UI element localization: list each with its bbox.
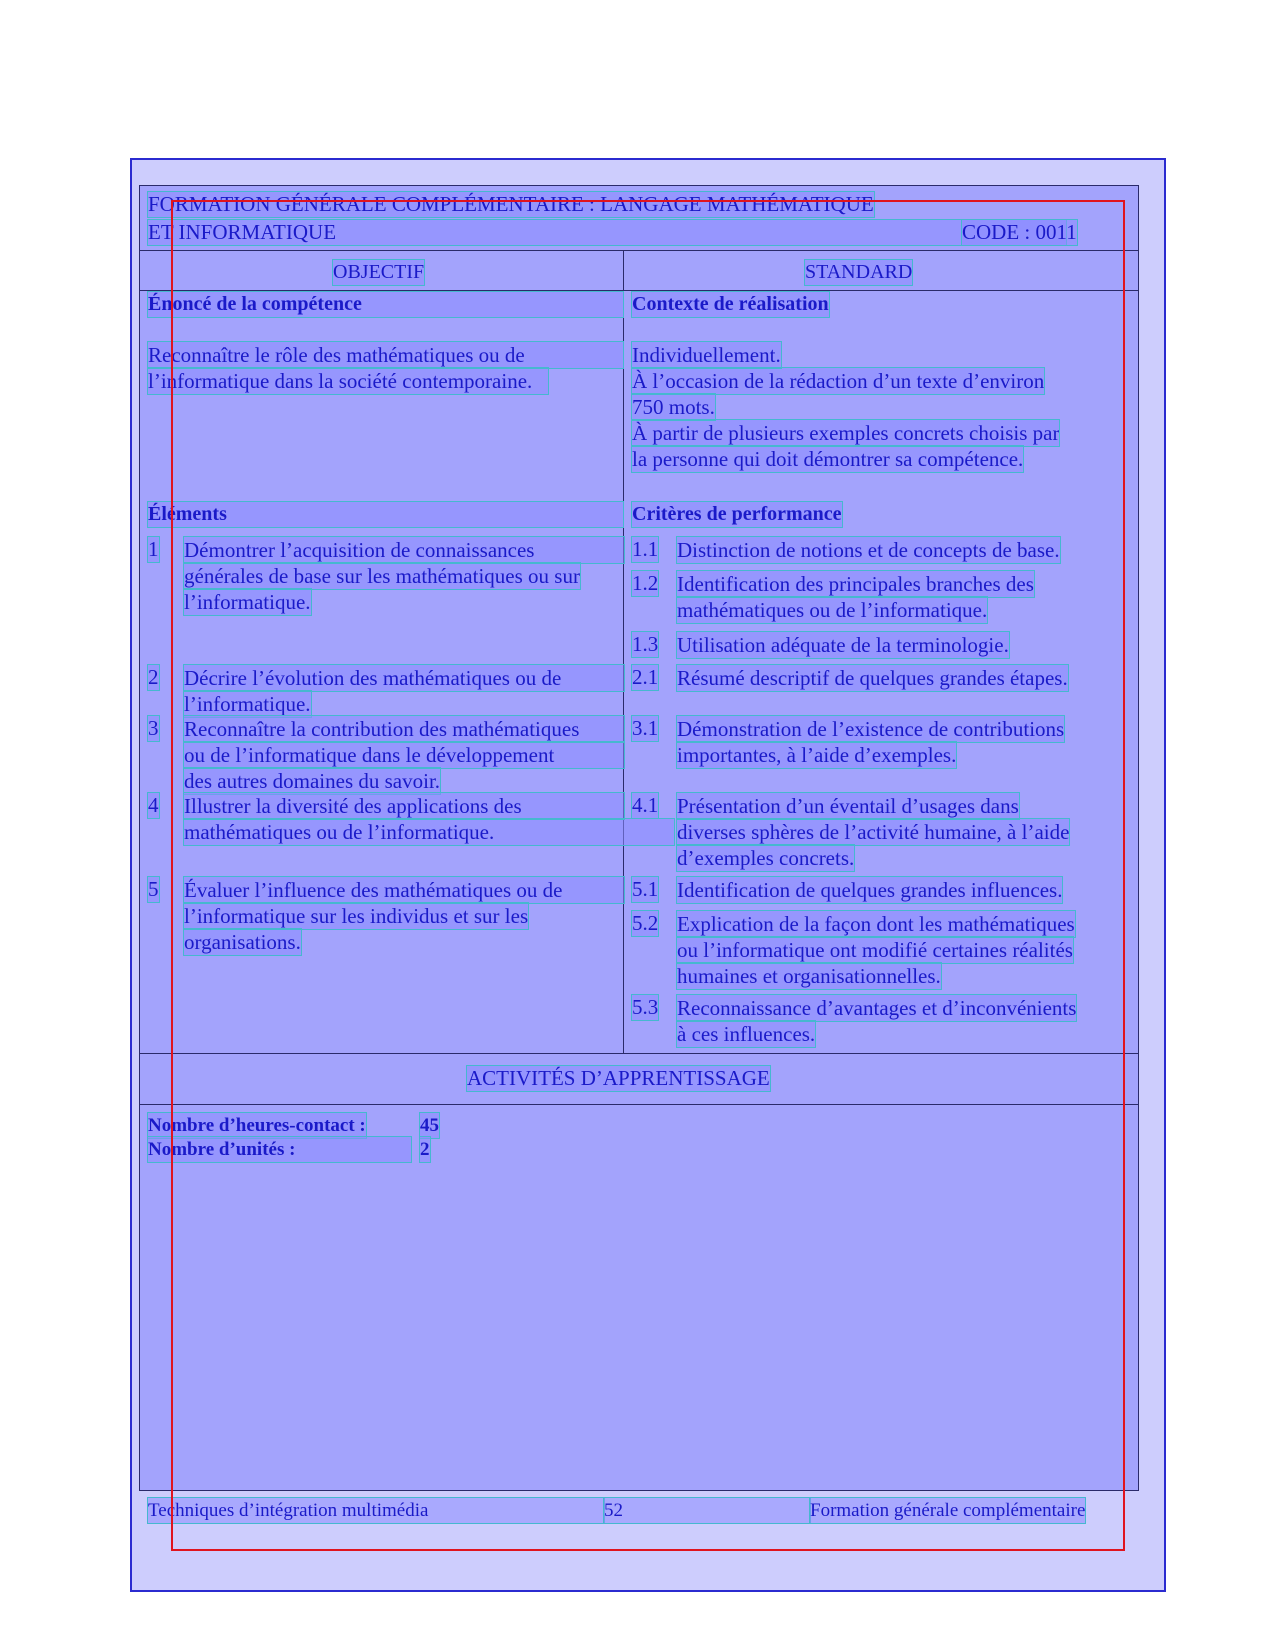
element-number: 5: [148, 877, 159, 901]
footer-program: Techniques d’intégration multimédia: [148, 1498, 604, 1523]
element-item: [184, 537, 624, 615]
critere-number: 1.3: [632, 632, 659, 656]
activities-divider: [139, 1104, 1139, 1105]
contexte-line: À partir de plusieurs exemples concrets choisis par: [632, 421, 1060, 445]
form-title-line2: ET INFORMATIQUE: [148, 220, 1066, 245]
element-line: l’informatique sur les individus et sur les: [184, 904, 529, 928]
critere-line: à ces influences.: [677, 1022, 816, 1046]
critere-item: [677, 995, 1076, 1047]
element-item: [184, 877, 624, 955]
critere-line: Utilisation adéquate de la terminologie.: [677, 633, 1009, 657]
critere-number: 1.2: [632, 571, 659, 595]
critere-number: 2.1: [632, 665, 659, 689]
element-line: mathématiques ou de l’informatique.: [184, 819, 674, 845]
footer-page-number: 52: [604, 1498, 810, 1523]
critere-line: diverses sphères de l’activité humaine, à l’aide: [677, 820, 1070, 844]
body-divider: [139, 1053, 1139, 1054]
contexte-text: [632, 342, 1059, 472]
element-item: [184, 665, 624, 717]
hours-value: 45: [420, 1115, 439, 1136]
critere-line: Explication de la façon dont les mathématiques: [677, 912, 1075, 936]
element-line: l’informatique.: [184, 692, 311, 716]
elements-heading: Éléments: [148, 502, 623, 527]
columns-divider: [139, 290, 1139, 291]
critere-number: 5.1: [632, 877, 659, 901]
contexte-line: 750 mots.: [632, 395, 715, 419]
element-number: 1: [148, 537, 159, 561]
footer-section: Formation générale complémentaire: [810, 1500, 1086, 1521]
element-number: 4: [148, 793, 159, 817]
element-number: 2: [148, 665, 159, 689]
critere-number: 4.1: [632, 793, 659, 817]
critere-line: Démonstration de l’existence de contributions: [677, 717, 1065, 741]
critere-line: ou l’informatique ont modifié certaines réalités: [677, 938, 1073, 962]
competence-line: l’informatique dans la société contemporaine.: [148, 368, 548, 394]
element-number: 3: [148, 716, 159, 740]
critere-item: [677, 911, 1075, 989]
contexte-line: À l’occasion de la rédaction d’un texte d’environ: [632, 369, 1045, 393]
critere-number: 5.2: [632, 911, 659, 935]
element-line: générales de base sur les mathématiques ou sur: [184, 564, 580, 588]
element-line: ou de l’informatique dans le développement: [184, 742, 624, 768]
contexte-heading: Contexte de réalisation: [632, 293, 829, 315]
critere-line: Résumé descriptif de quelques grandes étapes.: [677, 666, 1068, 690]
critere-item: [677, 716, 1064, 768]
critere-item: [677, 793, 1069, 871]
critere-line: humaines et organisationnelles.: [677, 964, 941, 988]
element-line: Décrire l’évolution des mathématiques ou de: [184, 665, 624, 691]
critere-line: Reconnaissance d’avantages et d’inconvénients: [677, 996, 1077, 1020]
hours-label: Nombre d’heures-contact :: [148, 1115, 366, 1136]
critere-item: [677, 665, 1068, 691]
column-header-standard: STANDARD: [805, 261, 913, 283]
element-line: Illustrer la diversité des applications des: [184, 793, 624, 819]
units-label: Nombre d’unités :: [148, 1137, 411, 1162]
units-value: 2: [420, 1139, 430, 1160]
criteres-heading: Critères de performance: [632, 503, 842, 525]
element-line: Démontrer l’acquisition de connaissances: [184, 537, 624, 563]
critere-item: [677, 877, 1062, 903]
element-line: des autres domaines du savoir.: [184, 769, 441, 793]
element-item: [184, 716, 624, 794]
critere-number: 1.1: [632, 537, 659, 561]
element-item: [184, 793, 674, 845]
element-line: organisations.: [184, 930, 301, 954]
activities-heading: ACTIVITÉS D’APPRENTISSAGE: [467, 1066, 770, 1090]
critere-line: importantes, à l’aide d’exemples.: [677, 743, 957, 767]
critere-line: Présentation d’un éventail d’usages dans: [677, 794, 1019, 818]
competence-statement: [148, 342, 623, 394]
critere-number: 3.1: [632, 716, 659, 740]
critere-line: mathématiques ou de l’informatique.: [677, 598, 988, 622]
element-line: Reconnaître la contribution des mathématiques: [184, 716, 624, 742]
form-code: CODE : 0011: [962, 220, 1077, 244]
critere-line: Distinction de notions et de concepts de base.: [677, 538, 1060, 562]
form-title-line1: FORMATION GÉNÉRALE COMPLÉMENTAIRE : LANGAGE MATHÉMATIQUE: [148, 192, 874, 216]
contexte-line: la personne qui doit démontrer sa compétence.: [632, 447, 1024, 471]
element-line: Évaluer l’influence des mathématiques ou de: [184, 877, 624, 903]
column-header-objectif: OBJECTIF: [333, 261, 425, 283]
critere-line: Identification des principales branches des: [677, 572, 1034, 596]
competence-heading: Énoncé de la compétence: [148, 292, 623, 317]
contexte-line: Individuellement.: [632, 343, 781, 367]
header-divider: [139, 250, 1139, 251]
element-line: l’informatique.: [184, 590, 311, 614]
critere-item: [677, 537, 1060, 563]
critere-item: [677, 632, 1009, 658]
critere-line: d’exemples concrets.: [677, 846, 855, 870]
critere-item: [677, 571, 1034, 623]
critere-number: 5.3: [632, 995, 659, 1019]
competence-line: Reconnaître le rôle des mathématiques ou de: [148, 342, 623, 368]
critere-line: Identification de quelques grandes influences.: [677, 878, 1063, 902]
